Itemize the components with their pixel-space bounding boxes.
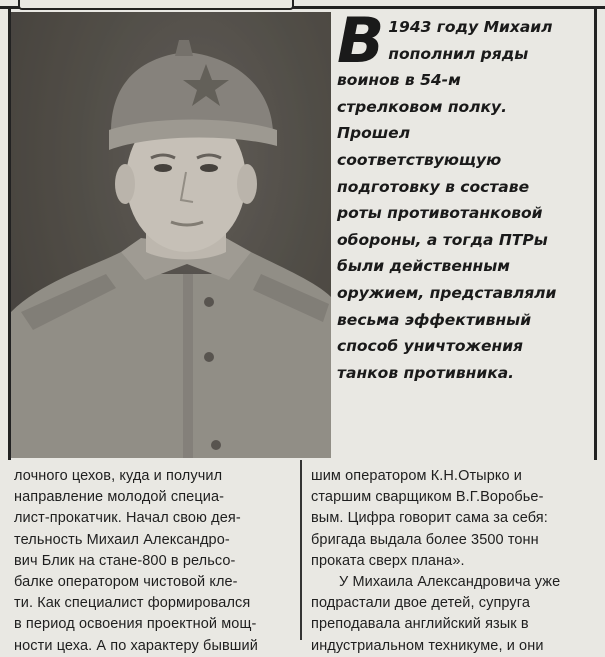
lead-line: способ уничтожения bbox=[337, 337, 524, 356]
lead-line: оружием, представляли bbox=[337, 283, 557, 302]
body-line: в период освоения проектной мощ- bbox=[14, 616, 257, 633]
body-line: лист-прокатчик. Начал свою дея- bbox=[14, 510, 241, 527]
body-line: ти. Как специалист формировался bbox=[14, 595, 251, 612]
lead-line: пополнил ряды bbox=[388, 44, 529, 63]
body-line: У Михаила Александровича уже bbox=[339, 574, 561, 591]
body-line: подрастали двое детей, супруга bbox=[311, 595, 531, 612]
portrait-illustration bbox=[11, 12, 331, 458]
lead-line: воинов в 54-м bbox=[337, 71, 461, 90]
body-column-right bbox=[311, 466, 599, 657]
lead-line: Прошел bbox=[337, 124, 411, 143]
lead-line: соответствующую bbox=[337, 150, 502, 169]
body-line: проката сверх плана». bbox=[311, 552, 465, 569]
body-line: вич Блик на стане-800 в рельсо- bbox=[14, 552, 236, 569]
body-line: бригада выдала более 3500 тонн bbox=[311, 531, 539, 548]
lead-line: роты противотанковой bbox=[337, 204, 543, 223]
body-line: тельность Михаил Александро- bbox=[14, 531, 230, 548]
body-line: индустриальном техникуме, и они bbox=[311, 637, 544, 654]
body-line: балке оператором чистовой клe- bbox=[14, 574, 238, 591]
body-line: старшим сварщиком В.Г.Воробье- bbox=[311, 489, 544, 506]
soldier-portrait-photo bbox=[11, 12, 331, 458]
column-divider bbox=[300, 460, 302, 640]
body-line: лочного цехов, куда и получил bbox=[14, 468, 223, 484]
body-line: ности цеха. А по характеру бывший bbox=[14, 637, 258, 654]
drop-cap: В bbox=[337, 4, 385, 77]
top-frame-tab bbox=[18, 0, 294, 10]
article-lead bbox=[337, 4, 595, 386]
body-line: преподавала английский язык в bbox=[311, 616, 529, 633]
body-line: шим оператором К.Н.Отырко и bbox=[311, 468, 522, 484]
lead-line: подготовку в составе bbox=[337, 177, 530, 196]
lead-line: танков противника. bbox=[337, 363, 515, 382]
lead-line: 1943 году Михаил bbox=[388, 18, 553, 36]
body-line: вым. Цифра говорит сама за себя: bbox=[311, 510, 548, 527]
body-column-left bbox=[14, 466, 292, 657]
lead-line: обороны, а тогда ПТРы bbox=[337, 230, 548, 249]
lead-line: стрелковом полку. bbox=[337, 97, 508, 116]
lead-line: были действенным bbox=[337, 257, 510, 276]
body-line: направление молодой специа- bbox=[14, 489, 225, 506]
lead-line: весьма эффективный bbox=[337, 310, 532, 329]
